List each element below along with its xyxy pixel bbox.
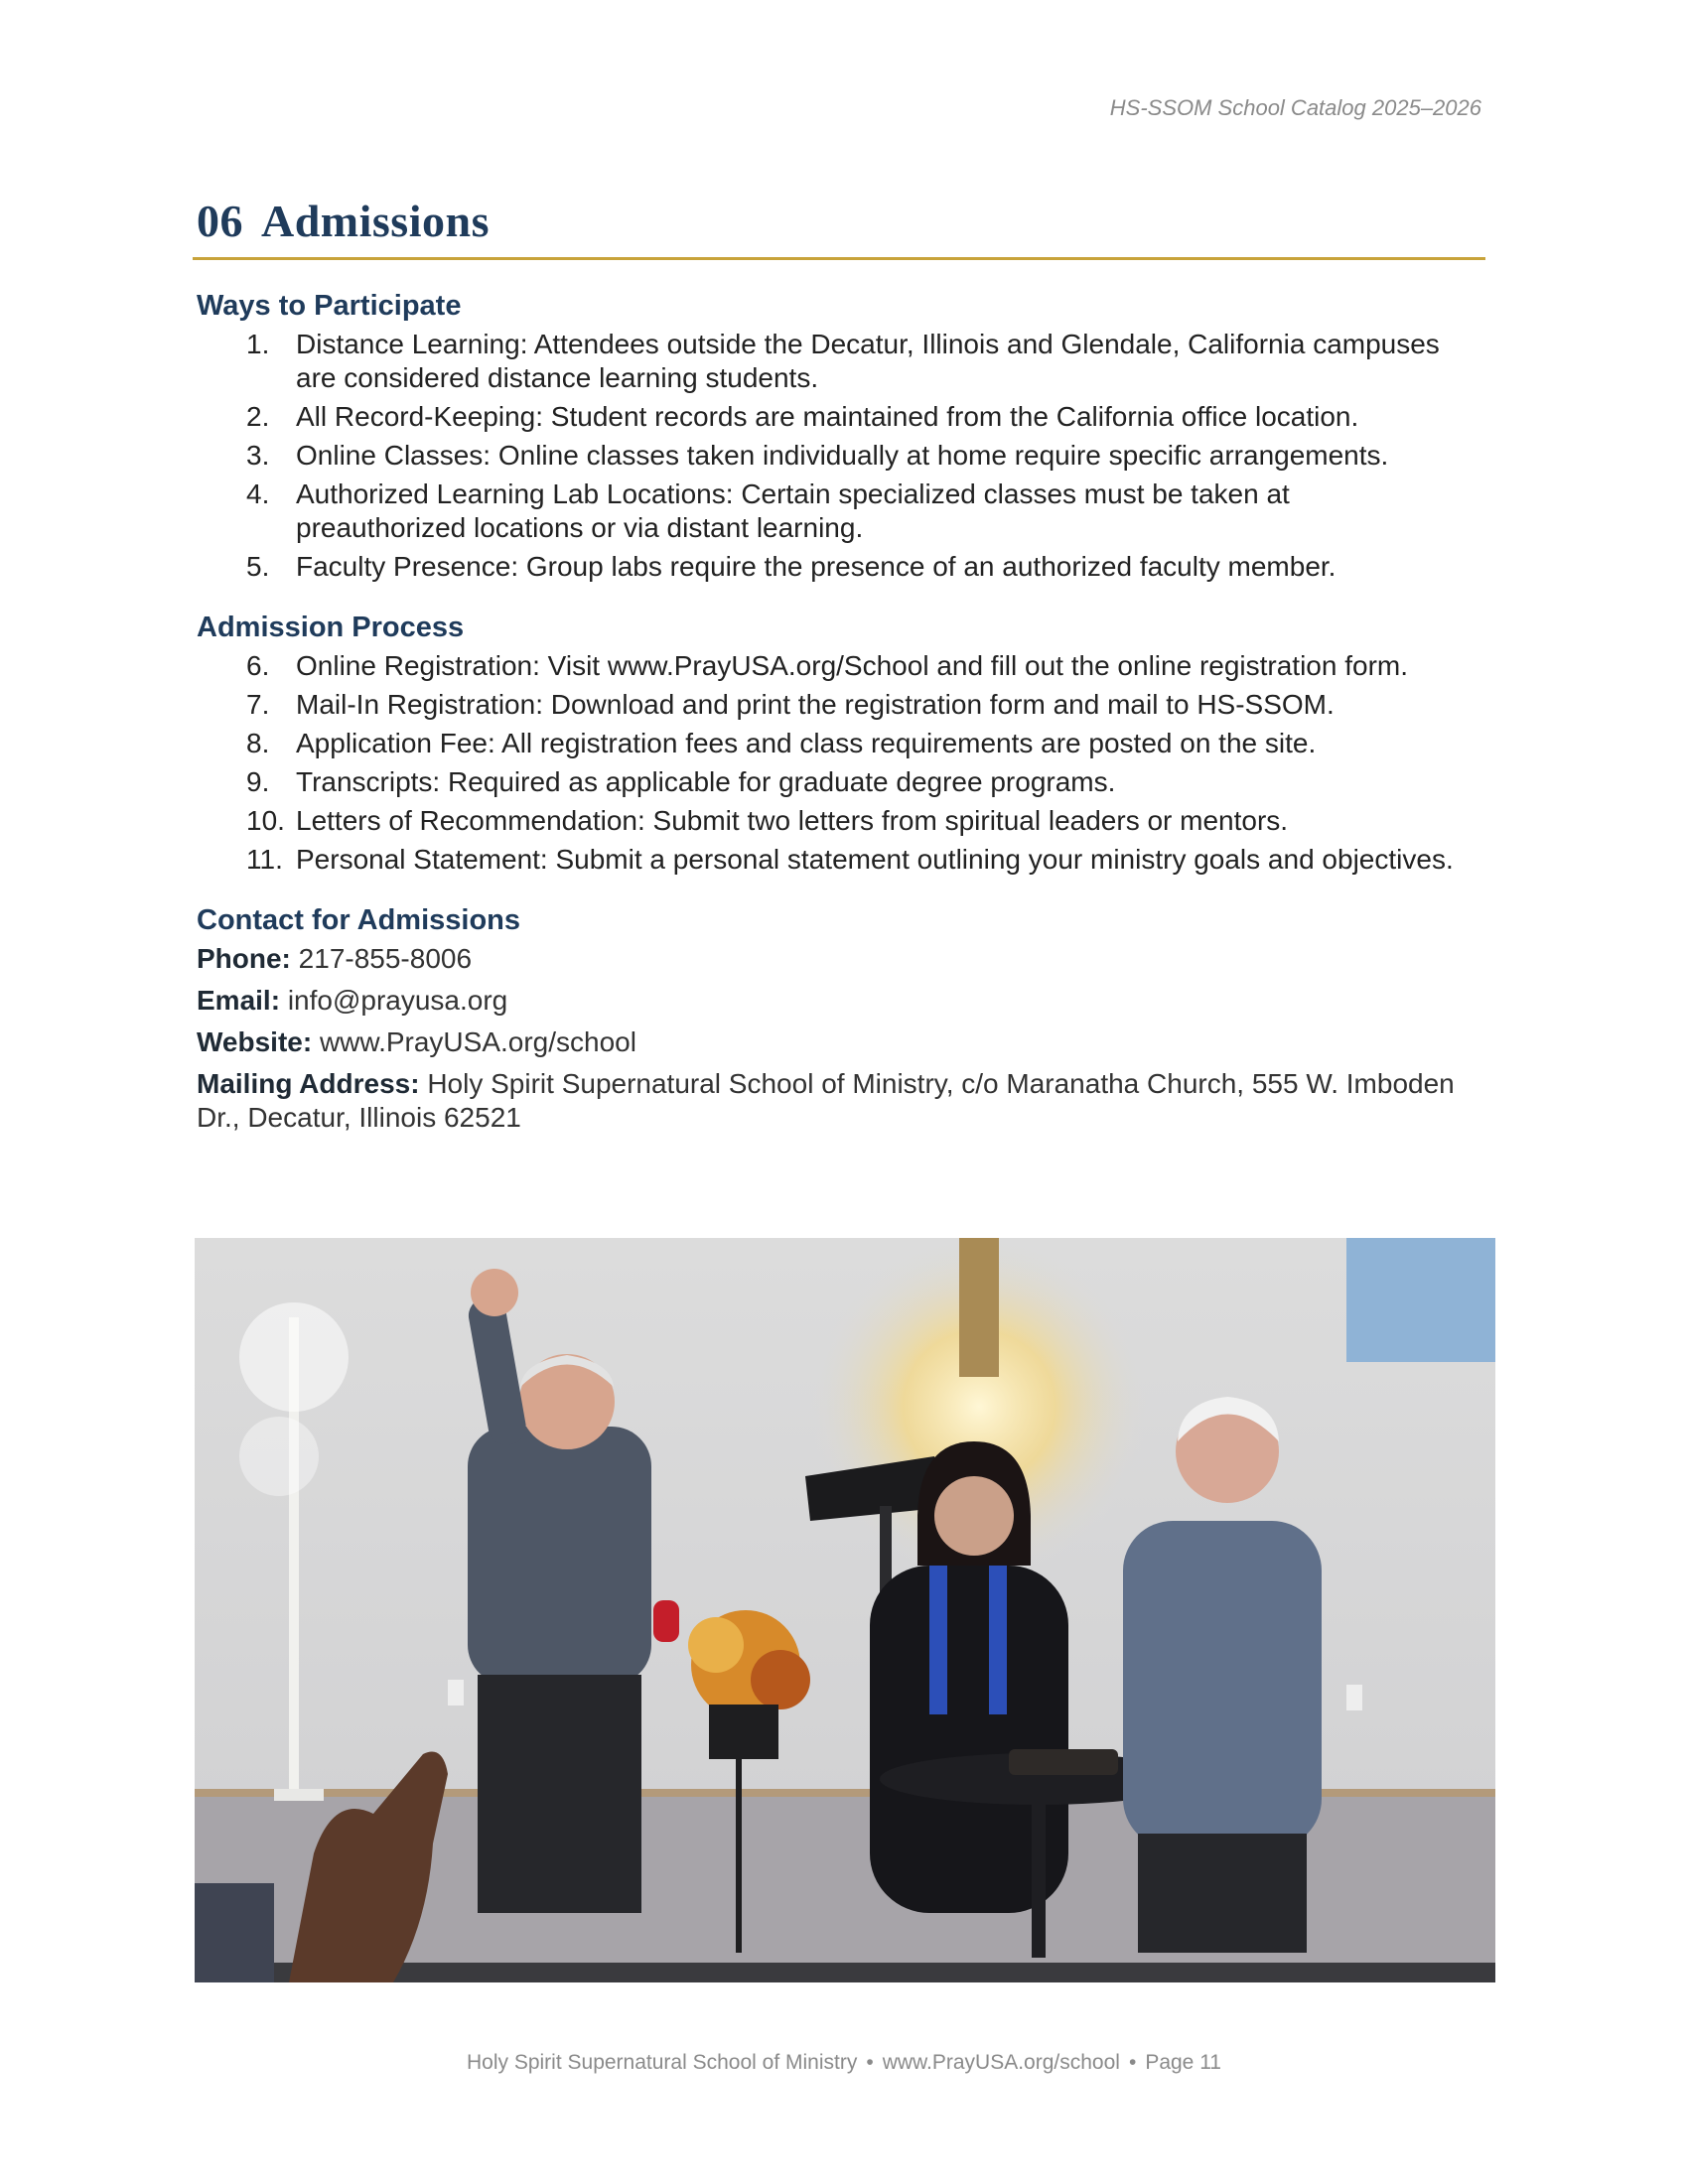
item-text: Authorized Learning Lab Locations: Certain specialized classes must be taken at preauthorized locations or via distant learning. — [296, 478, 1290, 543]
item-text: Online Registration: Visit www.PrayUSA.org/School and fill out the online registration form. — [296, 650, 1409, 681]
item-number: 1. — [246, 329, 270, 359]
address-label: Mailing Address: — [197, 1068, 420, 1099]
item-text: Application Fee: All registration fees and class requirements are posted on the site. — [296, 728, 1317, 758]
contact-heading: Contact for Admissions — [197, 904, 521, 936]
list-item — [197, 649, 1487, 683]
item-number: 10. — [246, 805, 285, 836]
item-number: 9. — [246, 766, 270, 797]
section-title: Admissions — [261, 196, 490, 246]
list-item — [197, 478, 1487, 545]
address-value: Holy Spirit Supernatural School of Ministry, c/o Maranatha Church, 555 W. Imboden Dr., Decatur, Illinois 62521 — [197, 1068, 1455, 1133]
footer — [0, 2051, 1688, 2075]
item-number: 7. — [246, 689, 270, 720]
item-number: 11. — [246, 844, 283, 875]
item-number: 3. — [246, 440, 270, 471]
list-item — [197, 688, 1487, 722]
list-item — [197, 400, 1487, 434]
item-number: 4. — [246, 478, 270, 509]
item-text: Personal Statement: Submit a personal statement outlining your ministry goals and objectives. — [296, 844, 1454, 875]
ways-heading: Ways to Participate — [197, 290, 462, 322]
item-number: 6. — [246, 650, 270, 681]
page-title — [197, 195, 490, 247]
email-link[interactable]: info@prayusa.org — [287, 985, 508, 1016]
item-text: Faculty Presence: Group labs require the presence of an authorized faculty member. — [296, 551, 1336, 582]
event-photo — [195, 1238, 1495, 1982]
photo-illustration — [195, 1238, 1495, 1982]
phone-value: 217-855-8006 — [298, 943, 473, 974]
list-item — [197, 328, 1487, 395]
footer-org: Holy Spirit Supernatural School of Ministry — [466, 2051, 858, 2074]
email-label: Email: — [197, 985, 281, 1016]
list-item — [197, 439, 1487, 473]
item-text: Letters of Recommendation: Submit two letters from spiritual leaders or mentors. — [296, 805, 1289, 836]
title-rule — [193, 257, 1485, 260]
content — [197, 284, 1487, 1143]
contact-address — [197, 1067, 1487, 1135]
item-text: Mail-In Registration: Download and print the registration form and mail to HS-SSOM. — [296, 689, 1335, 720]
website-link[interactable]: www.PrayUSA.org/school — [319, 1026, 636, 1057]
list-item — [197, 843, 1487, 877]
item-number: 2. — [246, 401, 270, 432]
item-text: Distance Learning: Attendees outside the Decatur, Illinois and Glendale, California campuses are considered distance learning students. — [296, 329, 1440, 393]
process-heading: Admission Process — [197, 612, 465, 643]
contact-email — [197, 984, 1487, 1018]
item-text: All Record-Keeping: Student records are maintained from the California office location. — [296, 401, 1359, 432]
item-number: 8. — [246, 728, 270, 758]
item-text: Transcripts: Required as applicable for graduate degree programs. — [296, 766, 1116, 797]
footer-separator: • — [1128, 2051, 1137, 2074]
item-text: Online Classes: Online classes taken individually at home require specific arrangements. — [296, 440, 1389, 471]
footer-separator: • — [866, 2051, 874, 2074]
running-header: HS-SSOM School Catalog 2025–2026 — [1109, 95, 1481, 120]
footer-url[interactable]: www.PrayUSA.org/school — [882, 2051, 1120, 2074]
list-item — [197, 550, 1487, 584]
page-number: Page 11 — [1145, 2051, 1221, 2074]
ways-list — [197, 328, 1487, 584]
item-number: 5. — [246, 551, 270, 582]
list-item — [197, 804, 1487, 838]
section-number: 06 — [197, 196, 243, 246]
process-list — [197, 649, 1487, 877]
list-item — [197, 765, 1487, 799]
contact-website — [197, 1025, 1487, 1059]
contact-phone — [197, 942, 1487, 976]
phone-label: Phone: — [197, 943, 291, 974]
website-label: Website: — [197, 1026, 313, 1057]
list-item — [197, 727, 1487, 760]
